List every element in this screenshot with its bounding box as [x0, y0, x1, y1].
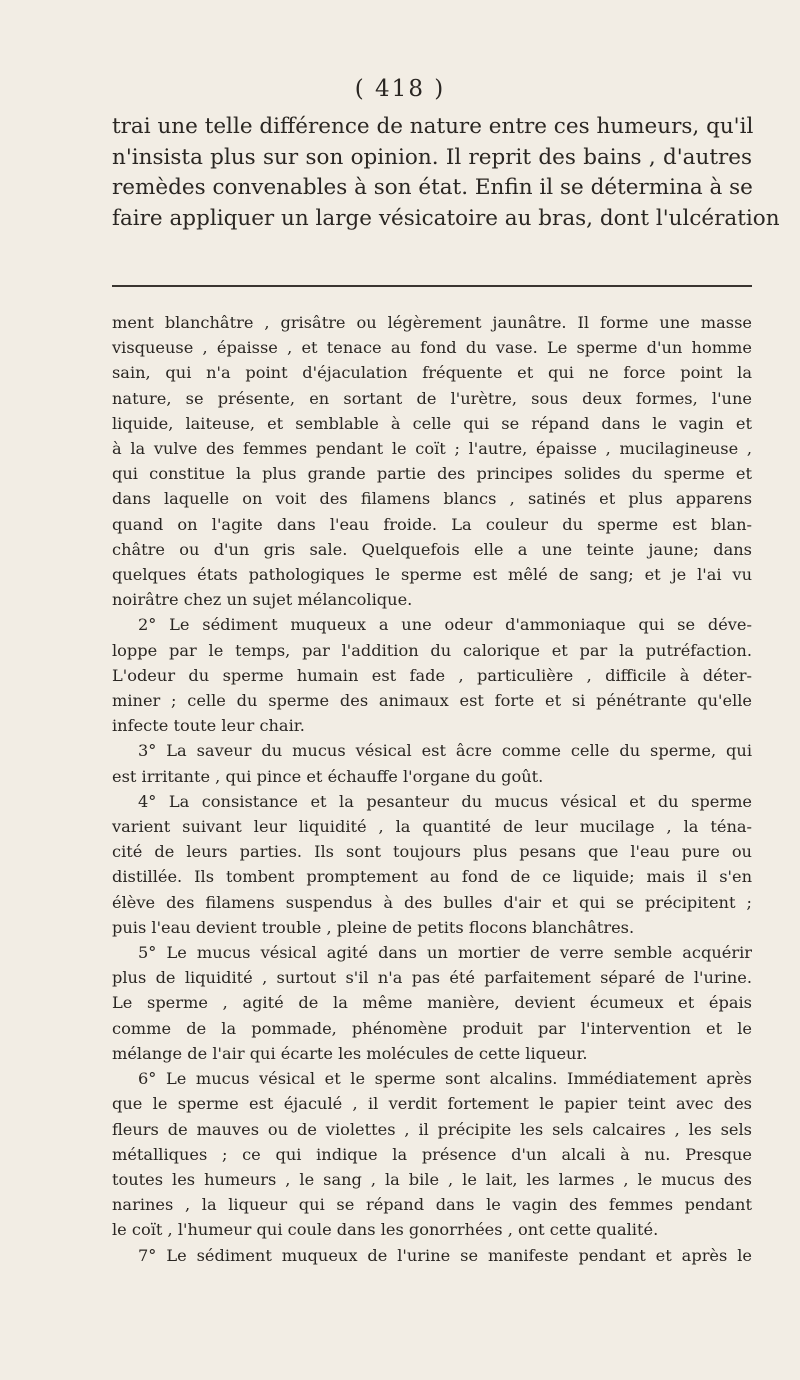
footnote-separator: [112, 285, 752, 287]
footnote-line: nature, se présente, en sortant de l'urètre, sous deux formes, l'une: [112, 388, 752, 408]
footnote-line: est irritante , qui pince et échauffe l'organe du goût.: [112, 766, 544, 786]
footnote-line: visqueuse , épaisse , et tenace au fond du vase. Le sperme d'un homme: [112, 338, 752, 358]
footnote-line: élève des filamens suspendus à des bulles d'air et qui se précipitent ;: [112, 892, 752, 912]
main-text-line: faire appliquer un large vésicatoire au bras, dont l'ulcération: [112, 205, 780, 231]
footnote-line: L'odeur du sperme humain est fade , particulière , difficile à déter-: [112, 665, 752, 685]
footnote-line: mélange de l'air qui écarte les molécules de cette liqueur.: [112, 1043, 588, 1063]
footnote-line: châtre ou d'un gris sale. Quelquefois elle a une teinte jaune; dans: [112, 539, 752, 559]
footnote-line: fleurs de mauves ou de violettes , il précipite les sels calcaires , les sels: [112, 1119, 752, 1139]
footnote-line: liquide, laiteuse, et semblable à celle qui se répand dans le vagin et: [112, 413, 752, 433]
footnote-line: puis l'eau devient trouble , pleine de petits flocons blanchâtres.: [112, 917, 635, 937]
footnote-paragraph: [112, 612, 752, 738]
footnote-line: sain, qui n'a point d'éjaculation fréquente et qui ne force point la: [112, 363, 752, 383]
footnote-line: dans laquelle on voit des filamens blancs , satinés et plus apparens: [112, 489, 752, 509]
footnote-paragraph: [112, 1066, 752, 1242]
footnote-line: cité de leurs parties. Ils sont toujours plus pesans que l'eau pure ou: [112, 842, 752, 862]
footnote-line: quand on l'agite dans l'eau froide. La couleur du sperme est blan-: [112, 514, 752, 534]
main-text-line: trai une telle différence de nature entre ces humeurs, qu'il: [112, 114, 754, 139]
footnote-line: infecte toute leur chair.: [112, 716, 305, 736]
footnote-line: 3° La saveur du mucus vésical est âcre comme celle du sperme, qui: [138, 741, 752, 761]
footnote-line: 4° La consistance et la pesanteur du mucus vésical et du sperme: [138, 791, 752, 811]
footnote-paragraph: [112, 738, 752, 788]
footnote-paragraph: [112, 310, 752, 612]
footnote-paragraph: [112, 1243, 752, 1268]
footnote-line: quelques états pathologiques le sperme est mêlé de sang; et je l'ai vu: [112, 565, 752, 585]
footnote-paragraph: [112, 789, 752, 940]
footnote-line: plus de liquidité , surtout s'il n'a pas été parfaitement séparé de l'urine.: [112, 968, 752, 988]
footnote-paragraph: [112, 940, 752, 1066]
footnote-line: loppe par le temps, par l'addition du calorique et par la putréfaction.: [112, 640, 752, 660]
main-text: [112, 112, 780, 234]
footnote-line: 5° Le mucus vésical agité dans un mortier de verre semble acquérir: [138, 943, 752, 963]
footnote-line: qui constitue la plus grande partie des principes solides du sperme et: [112, 464, 752, 484]
footnote-line: 7° Le sédiment muqueux de l'urine se manifeste pendant et après le: [138, 1245, 752, 1265]
footnote-line: miner ; celle du sperme des animaux est forte et si pénétrante qu'elle: [112, 691, 752, 711]
footnotes: [112, 310, 752, 1268]
footnote-line: 2° Le sédiment muqueux a une odeur d'ammoniaque qui se déve-: [138, 615, 752, 635]
footnote-line: distillée. Ils tombent promptement au fond de ce liquide; mais il s'en: [112, 867, 752, 887]
main-text-line: n'insista plus sur son opinion. Il reprit des bains , d'autres: [112, 144, 752, 170]
footnote-line: comme de la pommade, phénomène produit par l'intervention et le: [112, 1018, 752, 1038]
footnote-line: à la vulve des femmes pendant le coït ; l'autre, épaisse , mucilagineuse ,: [112, 439, 752, 459]
footnote-line: que le sperme est éjaculé , il verdit fortement le papier teint avec des: [112, 1094, 752, 1114]
footnote-line: narines , la liqueur qui se répand dans le vagin des femmes pendant: [112, 1195, 752, 1215]
footnote-line: métalliques ; ce qui indique la présence d'un alcali à nu. Presque: [112, 1144, 752, 1164]
footnote-line: 6° Le mucus vésical et le sperme sont alcalins. Immédiatement après: [138, 1069, 752, 1089]
footnote-line: Le sperme , agité de la même manière, devient écumeux et épais: [112, 993, 752, 1013]
footnote-line: toutes les humeurs , le sang , la bile , le lait, les larmes , le mucus des: [112, 1169, 752, 1189]
footnote-line: noirâtre chez un sujet mélancolique.: [112, 590, 413, 610]
footnote-line: ment blanchâtre , grisâtre ou légèrement jaunâtre. Il forme une masse: [112, 313, 752, 332]
main-text-line: remèdes convenables à son état. Enfin il se détermina à se: [112, 175, 753, 200]
page-number: ( 418 ): [354, 76, 446, 102]
footnote-line: le coït , l'humeur qui coule dans les gonorrhées , ont cette qualité.: [112, 1220, 659, 1240]
footnote-line: varient suivant leur liquidité , la quantité de leur mucilage , la téna-: [112, 817, 752, 837]
